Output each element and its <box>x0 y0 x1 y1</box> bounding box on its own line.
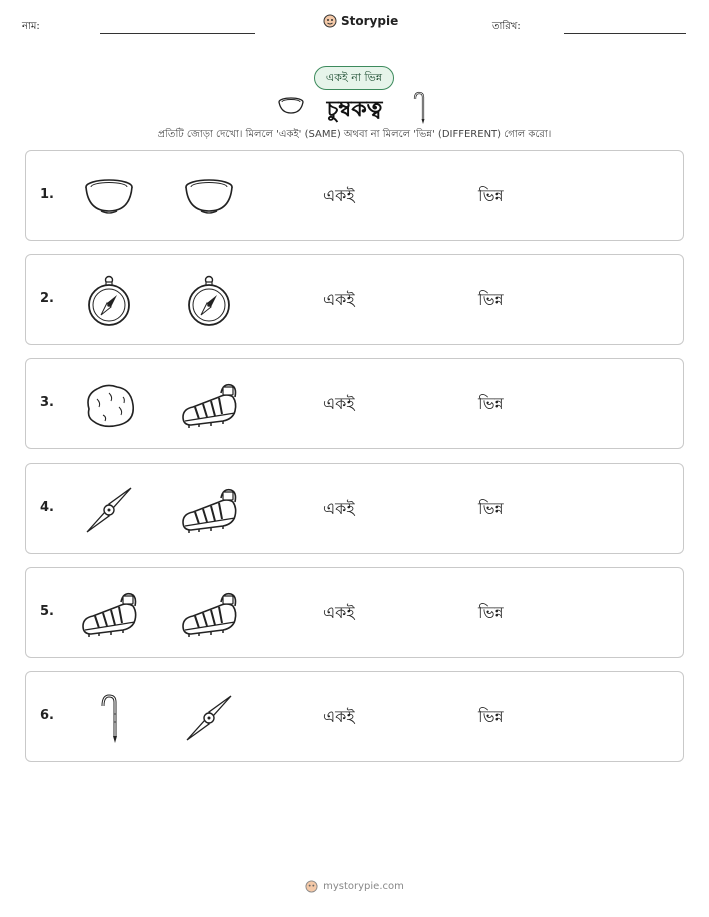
name-label: নাম: <box>22 21 40 32</box>
option-different[interactable]: ভিন্ন <box>478 603 504 622</box>
compass-needle-icon <box>179 692 239 744</box>
page-title: চুম্বকত্ব <box>326 97 383 122</box>
instruction-text: প্রতিটি জোড়া দেখো। মিললে 'একই' (SAME) অথবা না মিললে 'ভিন্ন' (DIFFERENT) গোল করো। <box>157 129 552 140</box>
cane-icon <box>79 692 139 744</box>
question-row-4 <box>25 463 684 554</box>
sandal-icon <box>179 588 239 640</box>
worksheet-type-badge: একই না ভিন্ন <box>314 66 394 90</box>
cane-icon <box>409 91 429 125</box>
storypie-mascot-icon <box>305 880 318 893</box>
date-line[interactable] <box>564 33 686 34</box>
footer <box>0 880 709 893</box>
row-number: 5. <box>40 604 54 619</box>
sandal-icon <box>179 379 239 431</box>
footer-url[interactable]: mystorypie.com <box>323 881 404 892</box>
date-label: তারিখ: <box>492 21 521 32</box>
option-same[interactable]: একই <box>323 186 355 205</box>
option-different[interactable]: ভিন্ন <box>478 707 504 726</box>
bowl-icon <box>179 171 239 223</box>
option-same[interactable]: একই <box>323 499 355 518</box>
brand-name: Storypie <box>341 14 399 28</box>
row-number: 3. <box>40 395 54 410</box>
sandal-icon <box>79 588 139 640</box>
option-different[interactable]: ভিন্ন <box>478 499 504 518</box>
row-number: 1. <box>40 187 54 202</box>
brand-logo <box>323 14 398 28</box>
option-different[interactable]: ভিন্ন <box>478 290 504 309</box>
option-different[interactable]: ভিন্ন <box>478 186 504 205</box>
compass-icon <box>79 275 139 327</box>
row-number: 2. <box>40 291 54 306</box>
rock-icon <box>79 379 139 431</box>
compass-needle-icon <box>79 484 139 536</box>
storypie-mascot-icon <box>323 14 337 28</box>
sandal-icon <box>179 484 239 536</box>
row-number: 4. <box>40 500 54 515</box>
question-row-3 <box>25 358 684 449</box>
question-row-6 <box>25 671 684 762</box>
option-same[interactable]: একই <box>323 603 355 622</box>
question-row-2 <box>25 254 684 345</box>
compass-icon <box>179 275 239 327</box>
option-different[interactable]: ভিন্ন <box>478 394 504 413</box>
row-number: 6. <box>40 708 54 723</box>
option-same[interactable]: একই <box>323 707 355 726</box>
question-row-5 <box>25 567 684 658</box>
option-same[interactable]: একই <box>323 394 355 413</box>
option-same[interactable]: একই <box>323 290 355 309</box>
question-row-1 <box>25 150 684 241</box>
bowl-icon <box>79 171 139 223</box>
name-line[interactable] <box>100 33 255 34</box>
